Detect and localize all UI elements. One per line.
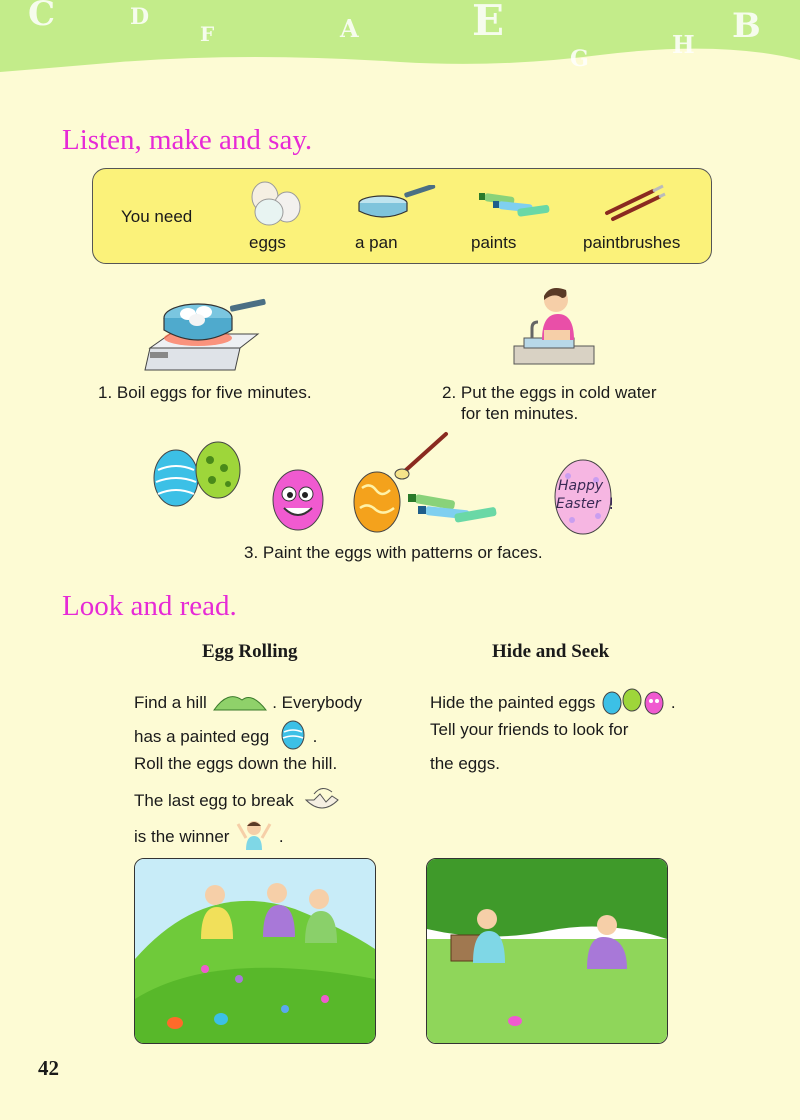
- step-text: Paint the eggs with patterns or faces.: [262, 543, 543, 562]
- step-2: [442, 382, 657, 424]
- egg-rolling-scene: [134, 858, 376, 1044]
- banner-letter: D: [130, 4, 150, 30]
- easter-text-excl: !: [608, 494, 615, 513]
- section-heading-look: Look and read.: [62, 590, 237, 622]
- line-text: .: [278, 827, 284, 846]
- you-need-box: [92, 168, 712, 264]
- page-number: 42: [38, 1056, 59, 1080]
- painted-eggs-pair-icon: [150, 440, 246, 510]
- line-text: The last egg to break: [134, 791, 294, 810]
- story-title-hide-and-seek: Hide and Seek: [492, 641, 610, 662]
- winner-boy-icon: [234, 818, 274, 852]
- hill-icon: [212, 688, 268, 712]
- banner-letter: E: [472, 0, 505, 45]
- easter-text-line2: Easter: [556, 496, 601, 512]
- story-line: [430, 720, 628, 740]
- painted-eggs-icon: [600, 688, 666, 716]
- item-label-pan: a pan: [355, 233, 398, 252]
- item-label-paints: paints: [471, 233, 517, 252]
- story-line: [134, 720, 317, 750]
- item-label-eggs: eggs: [249, 233, 286, 252]
- you-need-label: You need: [121, 207, 193, 226]
- story-line: [134, 754, 337, 774]
- line-text: the eggs.: [430, 754, 500, 773]
- line-text: Roll the eggs down the hill.: [134, 754, 338, 773]
- story-title-egg-rolling: Egg Rolling: [202, 641, 298, 662]
- line-text: .: [670, 693, 676, 712]
- line-text: Tell your friends to look for: [430, 720, 629, 739]
- banner-letter: F: [200, 22, 215, 46]
- step-text-line1: Put the eggs in cold water: [460, 383, 657, 402]
- line-text: .: [312, 727, 318, 746]
- line-text: Find a hill: [134, 693, 207, 712]
- banner-letter: H: [672, 30, 695, 59]
- happy-easter-egg: [552, 456, 614, 536]
- item-label-paintbrushes: paintbrushes: [583, 233, 681, 252]
- story-line: [430, 754, 500, 774]
- story-line: [134, 786, 342, 812]
- paint-tubes-icon: [477, 187, 555, 227]
- line-text: Hide the painted eggs: [430, 693, 596, 712]
- smiley-egg-icon: [270, 466, 326, 532]
- step-number: 2.: [442, 383, 457, 402]
- line-text: has a painted egg: [134, 727, 270, 746]
- pan-icon: [355, 185, 441, 225]
- hide-and-seek-illustration: [427, 859, 667, 1043]
- paintbrushes-icon: [601, 183, 667, 223]
- banner-letter: C: [28, 0, 56, 34]
- hide-and-seek-scene: [426, 858, 668, 1044]
- paint-tubes-icon: [404, 488, 504, 534]
- story-line: [134, 688, 362, 713]
- story-line: [134, 818, 284, 852]
- step-number: 3.: [244, 543, 259, 562]
- banner-letter: B: [732, 6, 761, 46]
- egg-rolling-illustration: [135, 859, 375, 1043]
- banner-letter: A: [340, 14, 359, 43]
- eggs-icon: [241, 177, 311, 227]
- step-text: Boil eggs for five minutes.: [116, 383, 312, 402]
- banner-letter: G: [570, 46, 589, 72]
- step-3: [244, 542, 543, 563]
- boiling-pot-icon: [140, 290, 270, 375]
- blue-egg-icon: [278, 720, 308, 750]
- story-line: [430, 688, 676, 716]
- boy-at-sink-icon: [508, 278, 598, 378]
- step-1: [98, 382, 312, 403]
- step-text-line2: for ten minutes.: [461, 404, 579, 423]
- section-heading-listen: Listen, make and say.: [62, 124, 313, 156]
- line-text: is the winner: [134, 827, 230, 846]
- paintbrush-icon: [392, 430, 452, 480]
- line-text: . Everybody: [272, 693, 362, 712]
- broken-egg-icon: [302, 786, 342, 812]
- step-number: 1.: [98, 383, 113, 402]
- easter-text-line1: Happy: [558, 478, 604, 494]
